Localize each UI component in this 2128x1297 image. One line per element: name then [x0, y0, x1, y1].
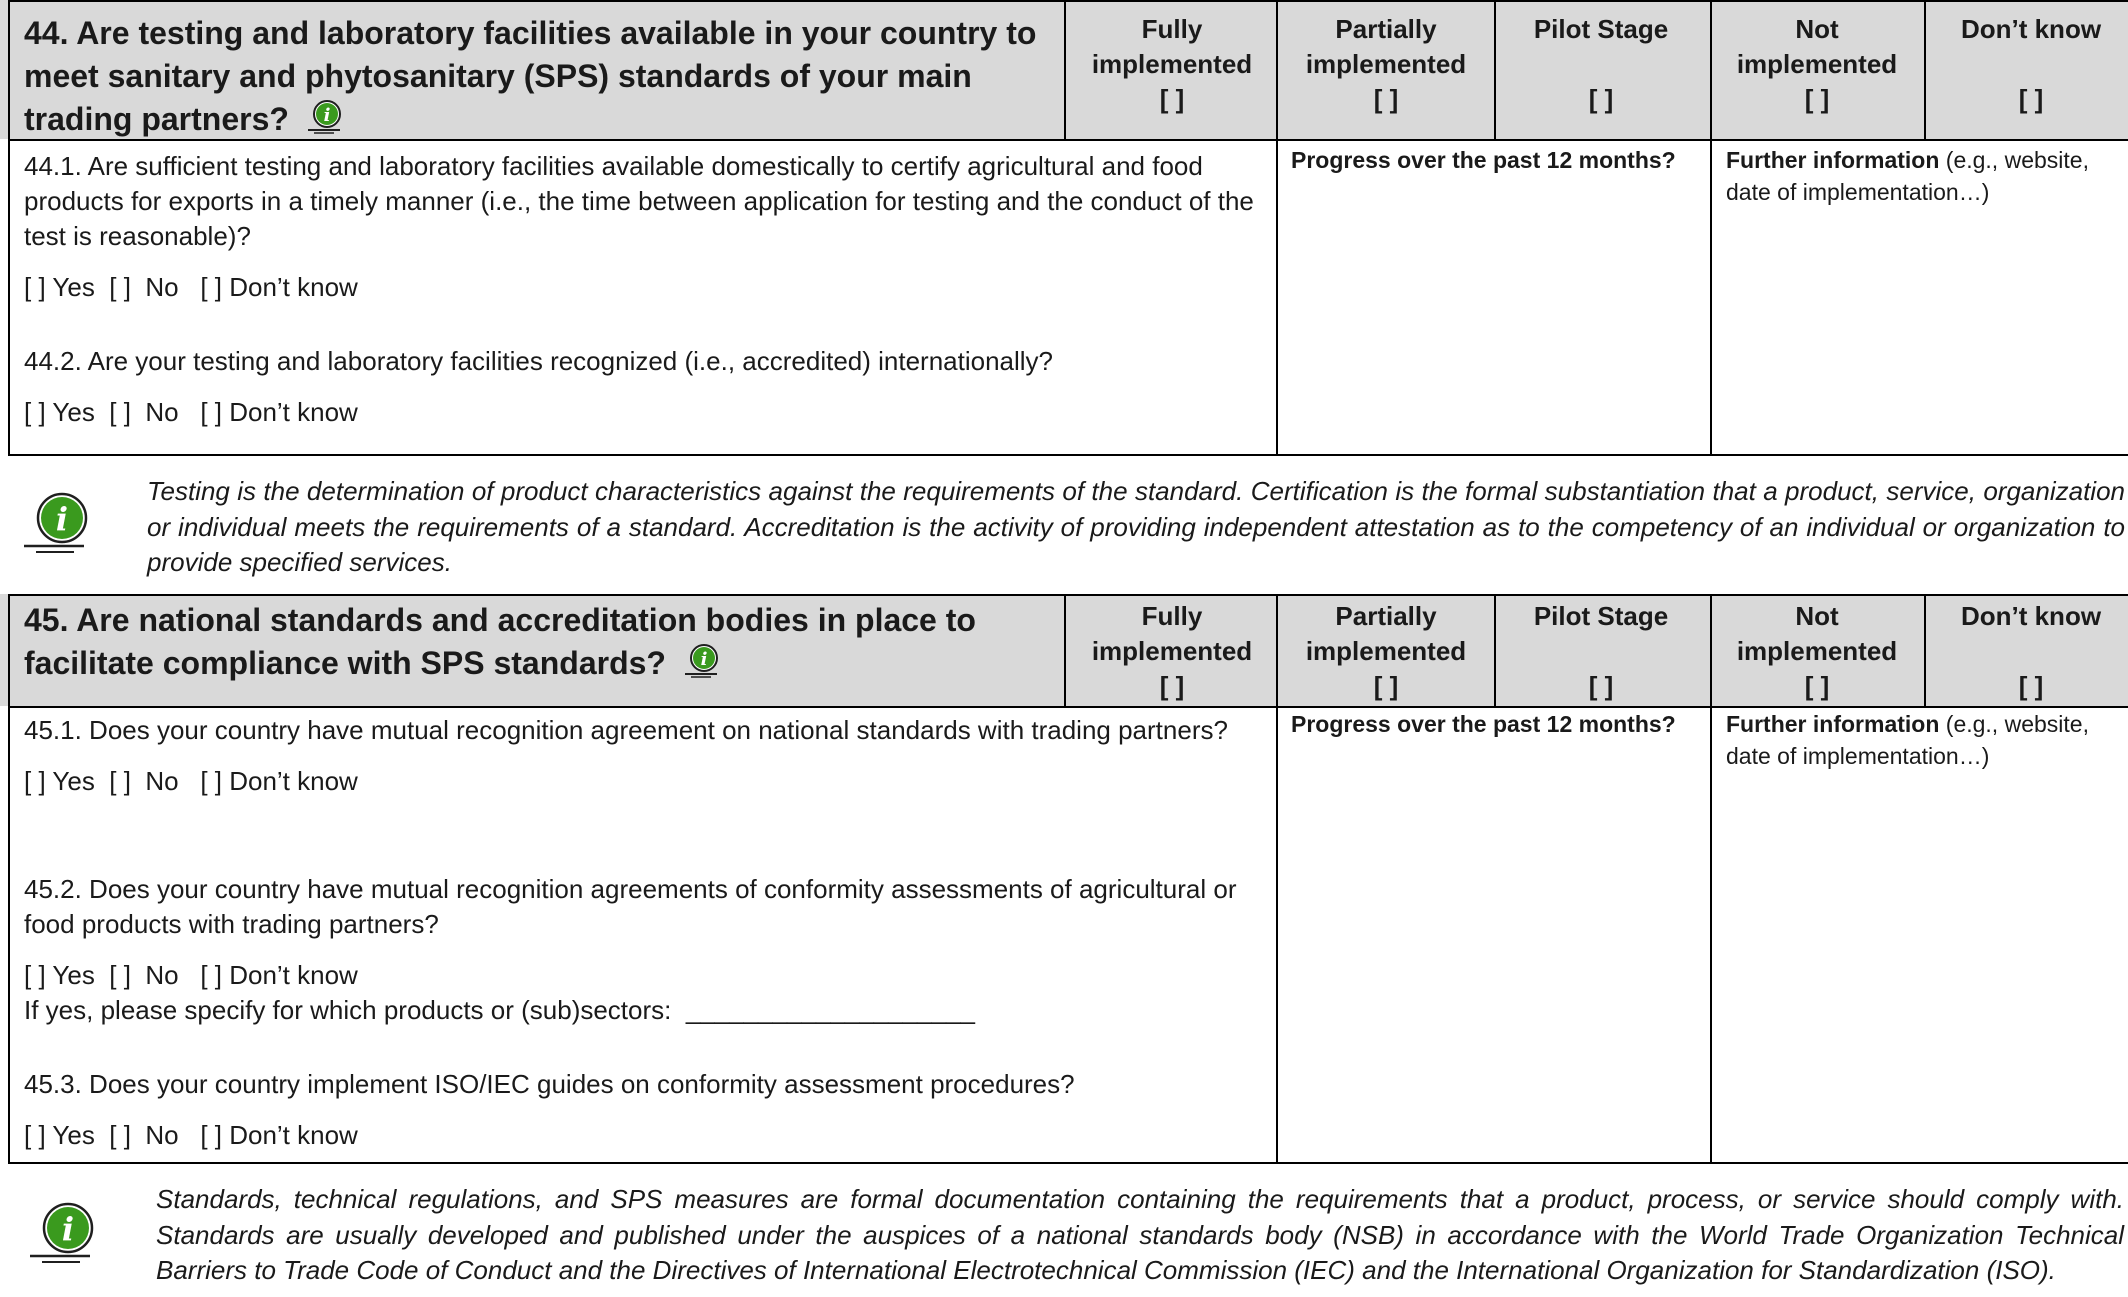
question-44-title [24, 12, 1064, 141]
options-44-2[interactable]: [ ] Yes [ ] No [ ] Don’t know [24, 397, 358, 427]
rule [1710, 594, 1712, 1163]
col-pilot-stage: Pilot Stage [ ] [1496, 12, 1706, 117]
progress-field-45[interactable] [1280, 744, 1710, 1154]
options-45-2[interactable]: [ ] Yes [ ] No [ ] Don’t know [24, 960, 358, 990]
further-info-field-44[interactable] [1714, 210, 2126, 450]
svg-text:i: i [323, 105, 331, 126]
rule [1276, 0, 1278, 455]
col-pilot-stage: Pilot Stage [ ] [1496, 599, 1706, 704]
rule [1064, 594, 1066, 707]
rule [1494, 0, 1496, 140]
options-45-1[interactable]: [ ] Yes [ ] No [ ] Don’t know [24, 766, 358, 796]
followup-45-2[interactable]: If yes, please specify for which products or (sub)sectors: ____________________ [24, 995, 976, 1025]
col-partially-implemented: Partially implemented [ ] [1280, 12, 1492, 117]
info-icon[interactable] [304, 100, 344, 134]
subquestion-44-1 [24, 149, 1264, 305]
svg-text:i: i [55, 500, 69, 538]
subquestion-45-1 [24, 713, 1264, 799]
progress-field-44[interactable] [1280, 180, 1710, 450]
subquestion-44-2-text: 44.2. Are your testing and laboratory facilities recognized (i.e., accredited) internationally? [24, 346, 1054, 376]
question-45-title [24, 599, 1064, 685]
options-45-3[interactable]: [ ] Yes [ ] No [ ] Don’t know [24, 1120, 358, 1150]
rule [1710, 0, 1712, 455]
progress-label-44: Progress over the past 12 months? [1291, 147, 1676, 173]
col-not-implemented: Not implemented [ ] [1712, 599, 1922, 704]
subquestion-45-3-text: 45.3. Does your country implement ISO/IEC guides on conformity assessment procedures? [24, 1069, 1075, 1099]
info-icon[interactable] [681, 644, 721, 678]
further-info-label-45: Further information (e.g., website, date of implementation…) [1726, 711, 2089, 769]
checkbox-not[interactable]: [ ] [1804, 671, 1830, 701]
rule [8, 594, 2128, 596]
rule [8, 706, 2128, 708]
col-fully-implemented: Fully implemented [ ] [1068, 12, 1276, 117]
subquestion-45-3 [24, 1067, 1264, 1153]
rule [8, 594, 10, 1163]
rule [1924, 0, 1926, 140]
col-dont-know: Don’t know [ ] [1926, 599, 2128, 704]
subquestion-44-2 [24, 344, 1264, 430]
further-info-label-44: Further information (e.g., website, date of implementation…) [1726, 147, 2089, 205]
checkbox-dont-know[interactable]: [ ] [2018, 84, 2044, 114]
note-45: Standards, technical regulations, and SPS measures are formal documentation containing the requirements that a product, process, or service should comply with. Standards are usually developed and published under the auspices of a national standards body (NSB) in accordance with the World Trade Organization Technical Barriers to Trade Code of Conduct and the Directives of International Electrotechnical Commission (IEC) and the International Organization for Standardization (ISO). [156, 1184, 2124, 1285]
checkbox-not[interactable]: [ ] [1804, 84, 1830, 114]
checkbox-pilot[interactable]: [ ] [1588, 671, 1614, 701]
question-45-title-text: 45. Are national standards and accreditation bodies in place to facilitate compliance with SPS standards? [24, 602, 976, 681]
checkbox-fully[interactable]: [ ] [1159, 84, 1185, 114]
progress-label-45: Progress over the past 12 months? [1291, 711, 1676, 737]
checkbox-dont-know[interactable]: [ ] [2018, 671, 2044, 701]
further-info-field-45[interactable] [1714, 774, 2126, 1154]
subquestion-45-2-text: 45.2. Does your country have mutual recognition agreements of conformity assessments of agricultural or food products with trading partners? [24, 874, 1237, 939]
rule [1494, 594, 1496, 707]
col-fully-implemented: Fully implemented [ ] [1068, 599, 1276, 704]
checkbox-fully[interactable]: [ ] [1159, 671, 1185, 701]
subquestion-44-1-text: 44.1. Are sufficient testing and laboratory facilities available domestically to certify agricultural and food products for exports in a timely manner (i.e., the time between application for testing and the conduct of the test is reasonable)? [24, 151, 1254, 251]
col-dont-know: Don’t know [ ] [1926, 12, 2128, 117]
rule [8, 0, 2128, 2]
rule [8, 454, 2128, 456]
rule [1276, 594, 1278, 1163]
checkbox-pilot[interactable]: [ ] [1588, 84, 1614, 114]
col-not-implemented: Not implemented [ ] [1712, 12, 1922, 117]
col-partially-implemented: Partially implemented [ ] [1280, 599, 1492, 704]
rule [1924, 594, 1926, 707]
question-44-title-text: 44. Are testing and laboratory facilities available in your country to meet sanitary and phytosanitary (SPS) standards of your main trading partners? [24, 15, 1037, 137]
info-icon [20, 486, 90, 556]
checkbox-partially[interactable]: [ ] [1373, 671, 1399, 701]
svg-text:i: i [61, 1210, 75, 1248]
rule [8, 139, 2128, 141]
subquestion-45-2 [24, 872, 1264, 1028]
rule [8, 0, 10, 455]
svg-text:i: i [700, 649, 708, 670]
info-icon [26, 1196, 96, 1266]
note-44: Testing is the determination of product characteristics against the requirements of the standard. Certification is the formal substantiation that a product, service, organization or individual meets the requirements of a standard. Accreditation is the activity of providing independent attestation as to the competency of an individual or organization to provide specified services. [147, 476, 2125, 577]
checkbox-partially[interactable]: [ ] [1373, 84, 1399, 114]
rule [8, 1162, 2128, 1164]
options-44-1[interactable]: [ ] Yes [ ] No [ ] Don’t know [24, 272, 358, 302]
rule [1064, 0, 1066, 140]
subquestion-45-1-text: 45.1. Does your country have mutual recognition agreement on national standards with trading partners? [24, 715, 1228, 745]
